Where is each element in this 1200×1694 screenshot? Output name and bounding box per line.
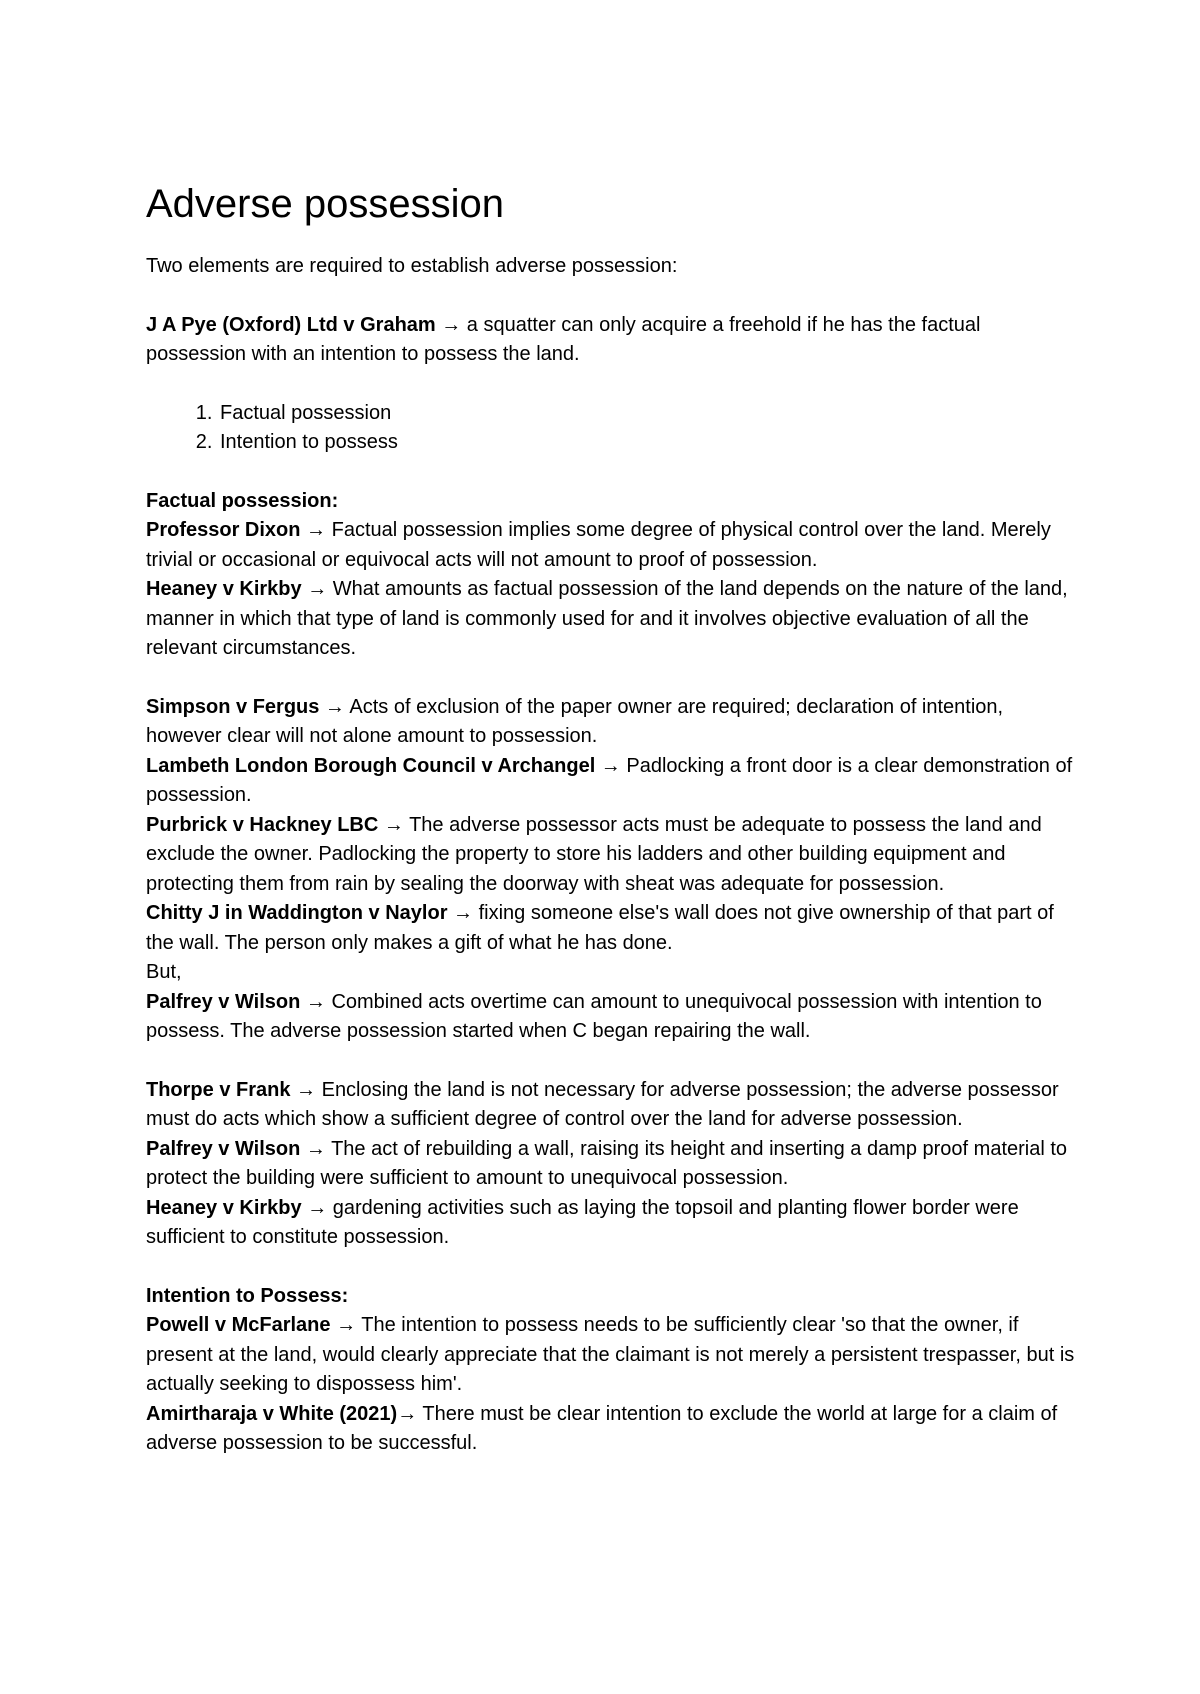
case-paragraph [146, 988, 1076, 1047]
case-name: Palfrey v Wilson [146, 990, 301, 1013]
document-page [146, 180, 1076, 1459]
case-name: Professor Dixon [146, 519, 301, 541]
page-title: Adverse possession [146, 182, 504, 226]
but-line: But, [146, 961, 182, 983]
case-text: → a squatter can only acquire a freehold if he has the factual possession with an intention to possess the land. [146, 313, 981, 365]
case-name: Powell v McFarlane [146, 1314, 331, 1336]
list-item: 1. Factual possession [218, 399, 1076, 429]
intro-paragraph: Two elements are required to establish adverse possession: [146, 255, 678, 277]
case-paragraph [146, 516, 1076, 575]
elements-list [146, 399, 1076, 458]
case-text: → The adverse possessor acts must be adequate to possess the land and exclude the owner. Padlocking the property to store his ladders and other building equipment and protecting them from rain by sealing the doorway with sheat was adequate for possession. [146, 813, 1042, 895]
case-text: → Acts of exclusion of the paper owner are required; declaration of intention, however clear will not alone amount to possession. [146, 695, 1004, 747]
case-name: Heaney v Kirkby [146, 578, 302, 600]
case-name: J A Pye (Oxford) Ltd v Graham [146, 313, 436, 336]
case-paragraph [146, 575, 1076, 664]
case-name: Amirtharaja v White (2021) [146, 1402, 398, 1425]
case-name: Lambeth London Borough Council v Archangel [146, 754, 596, 777]
case-name: Purbrick v Hackney LBC [146, 813, 379, 836]
case-paragraph [146, 1311, 1076, 1400]
case-text: → There must be clear intention to exclude the world at large for a claim of adverse possession to be successful. [146, 1402, 1058, 1454]
case-text: → Padlocking a front door is a clear demonstration of possession. [146, 754, 1073, 806]
case-name: Palfrey v Wilson [146, 1137, 301, 1160]
case-name: Chitty J in Waddington v Naylor [146, 902, 448, 924]
case-name: Heaney v Kirkby [146, 1196, 302, 1219]
case-paragraph [146, 811, 1076, 900]
intention-heading: Intention to Possess: [146, 1284, 349, 1307]
case-text: → Enclosing the land is not necessary for adverse possession; the adverse possessor must do acts which show a sufficient degree of control over the land for adverse possession. [146, 1078, 1059, 1130]
case-text: → The intention to possess needs to be sufficiently clear 'so that the owner, if present at the land, would clearly appreciate that the claimant is not merely a persistent trespasser, but is actually seeking to dispossess him'. [146, 1314, 1075, 1395]
case-text: → Combined acts overtime can amount to unequivocal possession with intention to possess. The adverse possession started when C began repairing the wall. [146, 990, 1042, 1042]
pye-paragraph [146, 311, 1076, 370]
case-paragraph [146, 1400, 1076, 1459]
factual-heading: Factual possession: [146, 489, 339, 512]
case-paragraph [146, 899, 1076, 958]
case-paragraph [146, 752, 1076, 811]
case-paragraph [146, 1194, 1076, 1253]
list-item: 2. Intention to possess [218, 428, 1076, 458]
case-text: → What amounts as factual possession of the land depends on the nature of the land, manner in which that type of land is commonly used for and it involves objective evaluation of all the relevant circumstances. [146, 578, 1068, 659]
case-name: Thorpe v Frank [146, 1078, 291, 1101]
case-paragraph [146, 693, 1076, 752]
case-paragraph [146, 1135, 1076, 1194]
case-text: → The act of rebuilding a wall, raising its height and inserting a damp proof material to protect the building were sufficient to amount to unequivocal possession. [146, 1137, 1068, 1189]
case-name: Simpson v Fergus [146, 695, 320, 718]
case-text: → Factual possession implies some degree of physical control over the land. Merely trivial or occasional or equivocal acts will not amount to proof of possession. [146, 519, 1051, 571]
case-paragraph [146, 1076, 1076, 1135]
case-text: → gardening activities such as laying the topsoil and planting flower border were sufficient to constitute possession. [146, 1196, 1019, 1248]
case-text: → fixing someone else's wall does not give ownership of that part of the wall. The person only makes a gift of what he has done. [146, 902, 1054, 954]
